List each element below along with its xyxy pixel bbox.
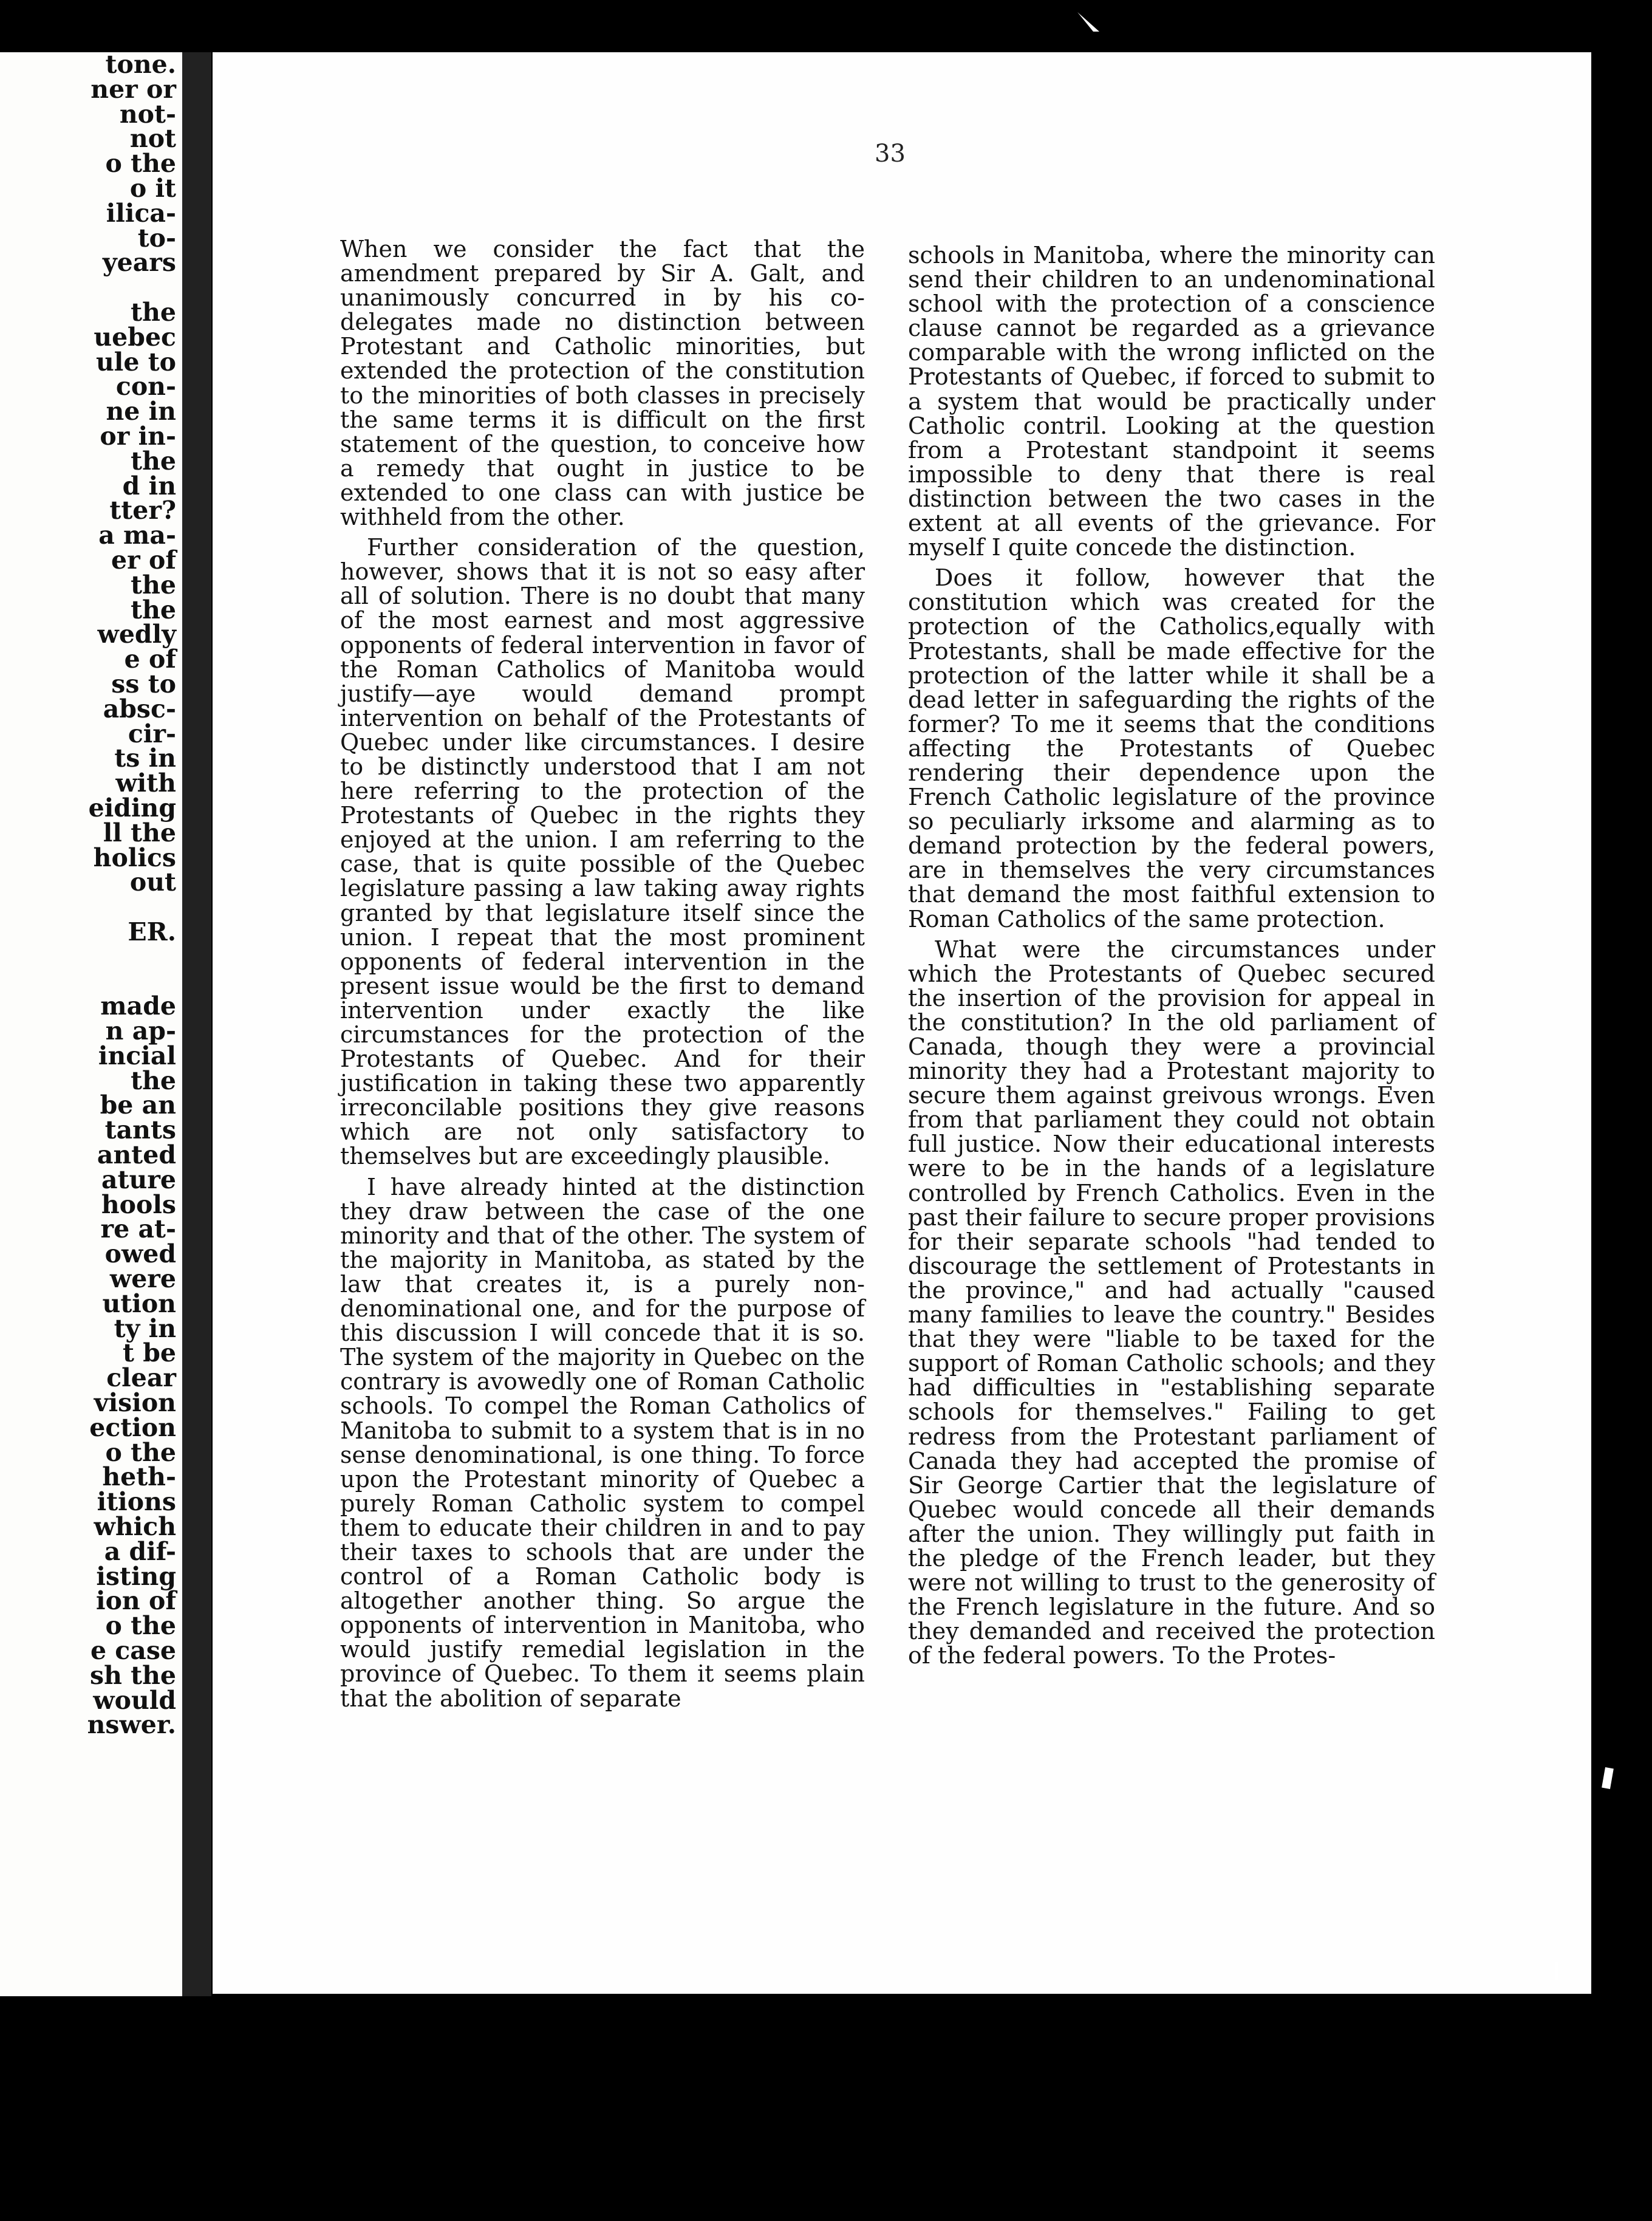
edge-text-line: ss to [111,669,176,699]
edge-text-line: cir- [128,719,176,748]
paragraph: schools in Manitoba, where the minority can send their children to an undenominational school with the protection of a conscience clause cannot be regarded as a grievance comparable with the wrong inflicted on the Protestants of Quebec, if forced to submit to a system that would be practically under Catholic contril. Looking at the question from a Protestant standpoint it seems impossible to deny that there is real distinction between the two cases in the extent at all events of the grievance. For myself I quite concede the distinction. [908,242,1435,561]
edge-text-line: ution [102,1288,176,1318]
edge-text-line: were [109,1264,176,1294]
edge-text-line: nswer. [87,1710,176,1740]
edge-text-line: o the [105,149,176,179]
edge-text-line: owed [104,1239,176,1269]
edge-text-line: a ma- [98,521,176,550]
edge-text-line: uebec [94,322,176,352]
edge-text-line: o it [129,173,176,203]
edge-text-line: isting [96,1561,176,1591]
edge-text-line: ne in [106,397,176,426]
edge-text-line: ts in [114,744,176,773]
edge-text-line: tone. [105,52,176,79]
edge-text-line: hools [101,1189,176,1219]
scan-corner-mark [1075,10,1114,34]
edge-text-line: the [131,297,176,327]
edge-text-line: which [94,1512,176,1542]
edge-text-line: tter? [109,496,176,525]
edge-text-line: would [93,1685,176,1715]
edge-text-line [0,275,182,300]
previous-page-text [0,52,182,1740]
edge-text-line: d in [122,471,176,501]
edge-text-line: incial [98,1041,176,1070]
edge-text-line: tants [104,1115,176,1145]
left-text-column [340,237,865,1711]
edge-text-line: re at- [100,1214,176,1244]
edge-text-line: holics [93,843,176,872]
scan-speck [1602,1767,1614,1789]
edge-text-line: ule to [95,347,176,377]
edge-text-line: ER. [128,917,176,946]
edge-text-line: not- [119,99,176,129]
edge-text-line: clear [106,1363,176,1393]
book-gutter [182,52,211,1996]
edge-text-line: ection [89,1412,176,1442]
right-text-column [908,243,1435,1668]
edge-text-line: n ap- [105,1016,176,1046]
edge-text-line: not [129,124,176,154]
edge-text-line: to- [137,223,176,253]
edge-text-line: eiding [88,793,176,823]
edge-text-line: wedly [97,620,176,649]
edge-text-line: anted [97,1140,176,1170]
edge-text-line [0,895,182,920]
edge-text-line: or in- [100,421,176,451]
edge-text-line [0,945,182,970]
edge-text-line: e case [90,1636,176,1665]
edge-text-line: the [131,1066,176,1095]
edge-text-line: be an [100,1090,176,1120]
edge-text-line: ll the [103,818,176,847]
edge-text-line: absc- [103,694,176,724]
edge-text-line: o the [105,1437,176,1467]
edge-text-line [0,969,182,994]
edge-text-line: heth- [102,1462,176,1492]
edge-text-line: ner or [90,74,176,104]
edge-text-line: years [102,248,176,278]
edge-text-line: the [131,570,176,600]
paragraph: I have already hinted at the distinction they draw between the case of the one minority and that of the other. The system of the majority in Manitoba, as stated by the law that creates it, is a purely non-denominational one, and for the purpose of this discussion I will concede that it is so. The system of the majority in Quebec on the contrary is avowedly one of Roman Catholic schools. To compel the Roman Catholics of Manitoba to submit to a system that is in no sense denominational, is one thing. To force upon the Protestant minority of Quebec a purely Roman Catholic system to compel them to educate their children in and to pay their taxes to schools that are under the control of a Roman Catholic body is altogether another thing. So argue the opponents of intervention in Manitoba, who would justify remedial legislation in the province of Quebec. To them it seems plain that the abolition of separate [340,1173,865,1712]
edge-text-line: e of [124,645,176,674]
edge-text-line: ature [101,1165,176,1194]
edge-text-line: o the [105,1611,176,1641]
edge-text-line: the [131,595,176,625]
edge-text-line: ty in [114,1313,176,1343]
page-number: 33 [875,140,906,168]
edge-text-line: itions [97,1487,176,1517]
edge-text-line: t be [123,1338,176,1368]
paragraph: Does it follow, however that the constitution which was created for the protection of the Catholics,equally with Protestants, shall be made effective for the protection of the latter while it shall be a dead letter in safeguarding the rights of the former? To me it seems that the conditions affecting the Protestants of Quebec rendering their dependence upon the French Catholic legislature of the province so peculiarly irksome and alarming as to demand protection by the federal powers, are in themselves the very circumstances that demand the most faithful extension to Roman Catholics of the same protection. [908,564,1435,933]
edge-text-line: out [129,868,176,897]
edge-text-line: the [131,446,176,476]
paragraph: When we consider the fact that the amendment prepared by Sir A. Galt, and unanimously concurred in by his co-delegates made no distinction between Protestant and Catholic minorities, but extended the protection of the constitution to the minorities of both classes in precisely the same terms it is difficult on the first statement of the question, to conceive how a remedy that ought in justice to be extended to one class can with justice be withheld from the other. [340,236,865,531]
edge-text-line: with [115,768,176,798]
paragraph: Further consideration of the question, however, shows that it is not so easy after all of solution. There is no doubt that many of the most earnest and most aggressive opponents of federal intervention in favor of the Roman Catholics of Manitoba would justify—aye would demand prompt intervention on behalf of the Protestants of Quebec under like circumstances. I desire to be distinctly understood that I am not here referring to the protection of the Protestants of Quebec in the rights they enjoyed at the union. I am referring to the case, that is quite possible of the Quebec legislature passing a law taking away rights granted by that legislature itself since the union. I repeat that the most prominent opponents of federal intervention in the present issue would be the first to demand intervention under exactly the like circumstances for the protection of the Protestants of Quebec. And for their justification in taking these two apparently irreconcilable positions they give reasons which are not only satisfactory to themselves but are exceedingly plausible. [340,534,865,1170]
edge-text-line: ion of [96,1586,176,1616]
previous-page-fragment [0,52,182,1996]
edge-text-line: a dif- [104,1536,176,1566]
edge-text-line: er of [111,545,176,575]
edge-text-line: sh the [90,1660,176,1690]
edge-text-line: con- [115,372,176,402]
scan-speck [1555,1962,1558,1980]
edge-text-line: made [100,991,176,1021]
edge-text-line: ilica- [106,198,176,228]
paragraph: What were the circumstances under which the Protestants of Quebec secured the insertion of the provision for appeal in the constitution? In the old parliament of Canada, though they were a provincial minority they had a Protestant majority to secure them against greivous wrongs. Even from that parliament they could not obtain full justice. Now their educational interests were to be in the hands of a legislature controlled by French Catholics. Even in the past their failure to secure proper provisions for their separate schools "had tended to discourage the settlement of Protestants in the province," and had actually "caused many families to leave the country." Besides that they were "liable to be taxed for the support of Roman Catholic schools; and they had difficulties in "establishing separate schools for themselves." Failing to get redress from the Protestant parliament of Canada they had accepted the promise of Sir George Cartier that the legislature of Quebec would concede all their demands after the union. They willingly put faith in the pledge of the French leader, but they were not willing to trust to the generosity of the French legislature in the future. And so they demanded and received the protection of the federal powers. To the Protes- [908,936,1435,1669]
edge-text-line: vision [94,1388,176,1418]
